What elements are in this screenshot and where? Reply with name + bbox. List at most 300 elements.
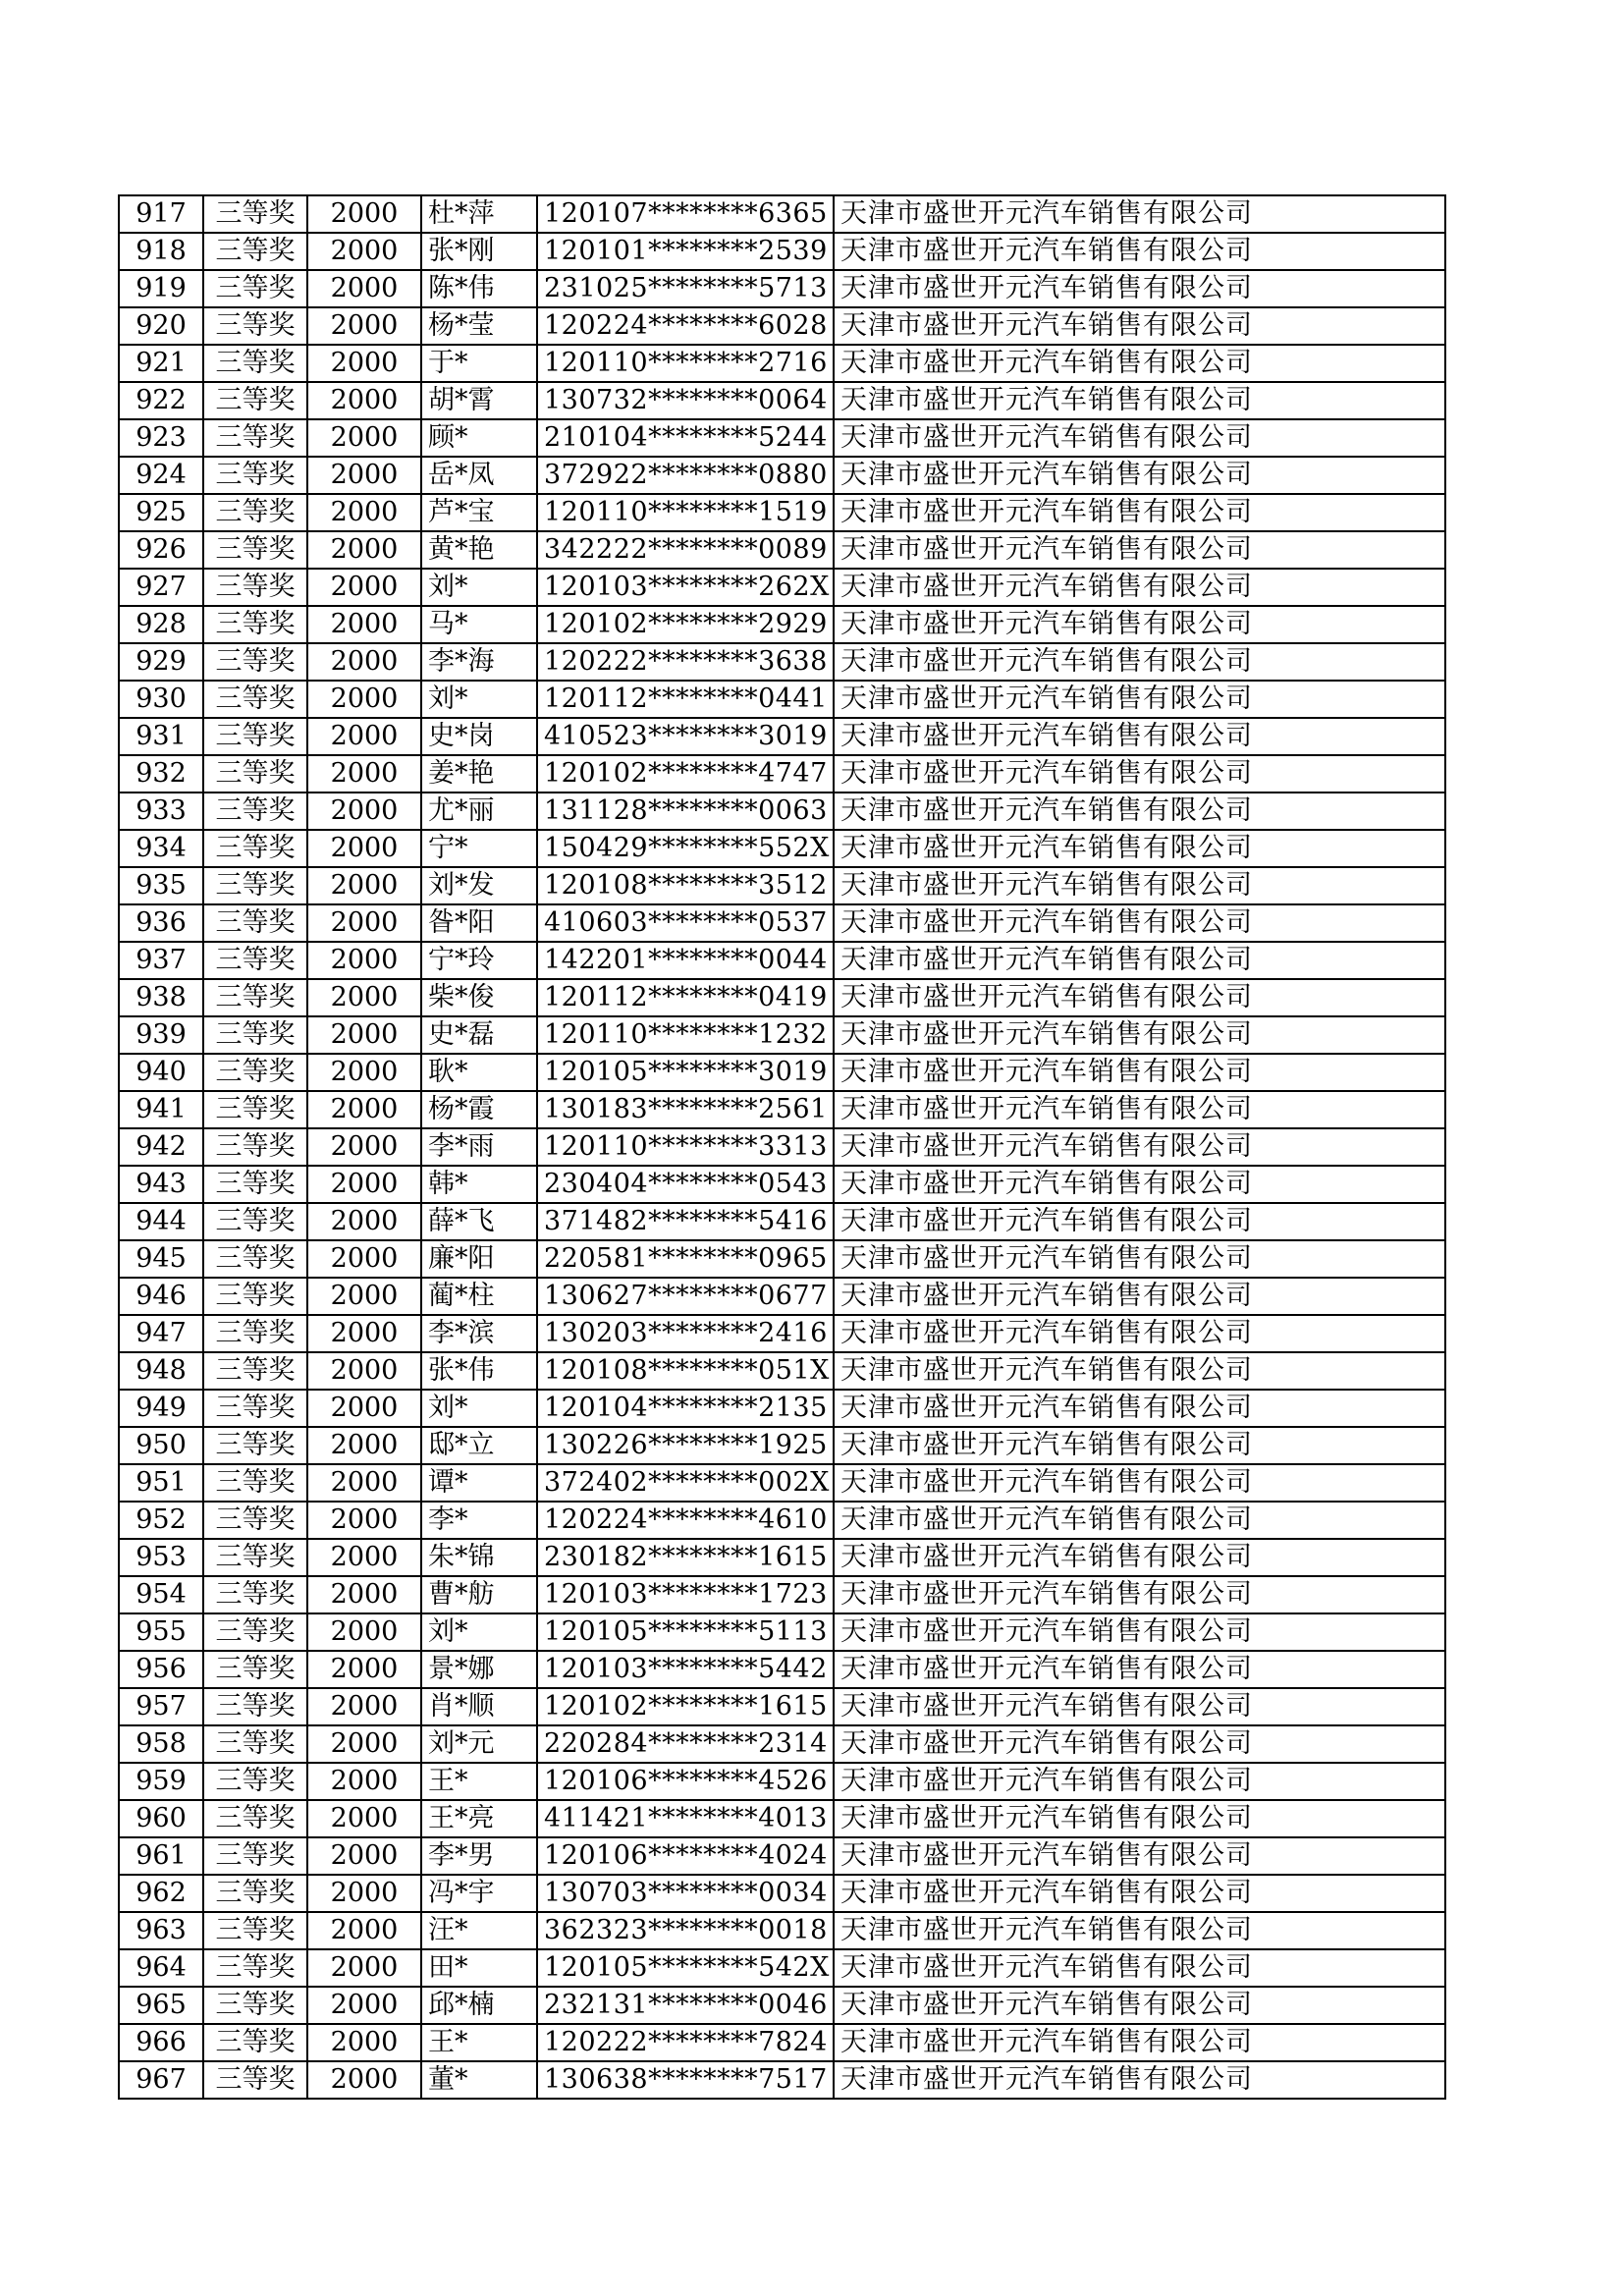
prize-level-cell: 三等奖 <box>203 382 307 419</box>
winner-name-cell: 邱*楠 <box>421 1987 537 2024</box>
row-number-cell: 938 <box>119 979 203 1016</box>
dealer-name-cell: 天津市盛世开元汽车销售有限公司 <box>834 1688 1445 1725</box>
row-number-cell: 952 <box>119 1502 203 1539</box>
table-row <box>119 1763 1445 1800</box>
table-row <box>119 1539 1445 1576</box>
winners-table-body <box>119 195 1445 2099</box>
winner-name-cell: 刘* <box>421 1613 537 1651</box>
id-number-cell: 230182********1615 <box>537 1539 834 1576</box>
prize-level-cell: 三等奖 <box>203 531 307 569</box>
dealer-name-cell: 天津市盛世开元汽车销售有限公司 <box>834 345 1445 382</box>
dealer-name-cell: 天津市盛世开元汽车销售有限公司 <box>834 606 1445 643</box>
table-row <box>119 233 1445 270</box>
prize-amount-cell: 2000 <box>307 1128 421 1166</box>
dealer-name-cell: 天津市盛世开元汽车销售有限公司 <box>834 793 1445 830</box>
prize-level-cell: 三等奖 <box>203 2024 307 2061</box>
row-number-cell: 946 <box>119 1278 203 1315</box>
id-number-cell: 120102********2929 <box>537 606 834 643</box>
winner-name-cell: 岳*凤 <box>421 457 537 494</box>
dealer-name-cell: 天津市盛世开元汽车销售有限公司 <box>834 1613 1445 1651</box>
row-number-cell: 944 <box>119 1203 203 1240</box>
row-number-cell: 934 <box>119 830 203 867</box>
dealer-name-cell: 天津市盛世开元汽车销售有限公司 <box>834 718 1445 755</box>
table-row <box>119 457 1445 494</box>
row-number-cell: 967 <box>119 2061 203 2099</box>
id-number-cell: 120224********6028 <box>537 307 834 345</box>
winner-name-cell: 刘*发 <box>421 867 537 904</box>
prize-level-cell: 三等奖 <box>203 1502 307 1539</box>
row-number-cell: 928 <box>119 606 203 643</box>
id-number-cell: 120106********4024 <box>537 1837 834 1875</box>
id-number-cell: 130732********0064 <box>537 382 834 419</box>
table-row <box>119 1390 1445 1427</box>
prize-amount-cell: 2000 <box>307 904 421 942</box>
prize-level-cell: 三等奖 <box>203 1613 307 1651</box>
prize-amount-cell: 2000 <box>307 1800 421 1837</box>
row-number-cell: 957 <box>119 1688 203 1725</box>
prize-amount-cell: 2000 <box>307 457 421 494</box>
row-number-cell: 951 <box>119 1464 203 1502</box>
winner-name-cell: 冯*宇 <box>421 1875 537 1912</box>
prize-amount-cell: 2000 <box>307 307 421 345</box>
prize-amount-cell: 2000 <box>307 382 421 419</box>
table-row <box>119 867 1445 904</box>
prize-level-cell: 三等奖 <box>203 1427 307 1464</box>
winner-name-cell: 史*岗 <box>421 718 537 755</box>
prize-amount-cell: 2000 <box>307 1576 421 1613</box>
row-number-cell: 949 <box>119 1390 203 1427</box>
winner-name-cell: 耿* <box>421 1054 537 1091</box>
prize-amount-cell: 2000 <box>307 793 421 830</box>
id-number-cell: 120104********2135 <box>537 1390 834 1427</box>
table-row <box>119 1800 1445 1837</box>
table-row <box>119 2061 1445 2099</box>
prize-level-cell: 三等奖 <box>203 1949 307 1987</box>
prize-amount-cell: 2000 <box>307 1054 421 1091</box>
prize-amount-cell: 2000 <box>307 1875 421 1912</box>
table-row <box>119 419 1445 457</box>
dealer-name-cell: 天津市盛世开元汽车销售有限公司 <box>834 1203 1445 1240</box>
row-number-cell: 959 <box>119 1763 203 1800</box>
dealer-name-cell: 天津市盛世开元汽车销售有限公司 <box>834 904 1445 942</box>
row-number-cell: 950 <box>119 1427 203 1464</box>
prize-level-cell: 三等奖 <box>203 1091 307 1128</box>
id-number-cell: 120222********7824 <box>537 2024 834 2061</box>
id-number-cell: 120103********5442 <box>537 1651 834 1688</box>
prize-level-cell: 三等奖 <box>203 1725 307 1763</box>
prize-level-cell: 三等奖 <box>203 904 307 942</box>
id-number-cell: 130183********2561 <box>537 1091 834 1128</box>
dealer-name-cell: 天津市盛世开元汽车销售有限公司 <box>834 1576 1445 1613</box>
id-number-cell: 142201********0044 <box>537 942 834 979</box>
dealer-name-cell: 天津市盛世开元汽车销售有限公司 <box>834 1725 1445 1763</box>
winner-name-cell: 薛*飞 <box>421 1203 537 1240</box>
id-number-cell: 231025********5713 <box>537 270 834 307</box>
winner-name-cell: 姜*艳 <box>421 755 537 793</box>
dealer-name-cell: 天津市盛世开元汽车销售有限公司 <box>834 1763 1445 1800</box>
prize-amount-cell: 2000 <box>307 1613 421 1651</box>
winner-name-cell: 张*刚 <box>421 233 537 270</box>
row-number-cell: 931 <box>119 718 203 755</box>
dealer-name-cell: 天津市盛世开元汽车销售有限公司 <box>834 494 1445 531</box>
winner-name-cell: 李*海 <box>421 643 537 681</box>
winner-name-cell: 尤*丽 <box>421 793 537 830</box>
winner-name-cell: 胡*霄 <box>421 382 537 419</box>
id-number-cell: 130226********1925 <box>537 1427 834 1464</box>
dealer-name-cell: 天津市盛世开元汽车销售有限公司 <box>834 2024 1445 2061</box>
winner-name-cell: 李*男 <box>421 1837 537 1875</box>
id-number-cell: 120106********4526 <box>537 1763 834 1800</box>
prize-amount-cell: 2000 <box>307 1539 421 1576</box>
winner-name-cell: 李* <box>421 1502 537 1539</box>
id-number-cell: 130627********0677 <box>537 1278 834 1315</box>
dealer-name-cell: 天津市盛世开元汽车销售有限公司 <box>834 531 1445 569</box>
winner-name-cell: 杨*霞 <box>421 1091 537 1128</box>
winner-name-cell: 昝*阳 <box>421 904 537 942</box>
table-row <box>119 569 1445 606</box>
id-number-cell: 120110********2716 <box>537 345 834 382</box>
table-row <box>119 1502 1445 1539</box>
prize-amount-cell: 2000 <box>307 345 421 382</box>
prize-level-cell: 三等奖 <box>203 569 307 606</box>
row-number-cell: 926 <box>119 531 203 569</box>
prize-amount-cell: 2000 <box>307 942 421 979</box>
prize-level-cell: 三等奖 <box>203 1278 307 1315</box>
prize-amount-cell: 2000 <box>307 1390 421 1427</box>
table-row <box>119 2024 1445 2061</box>
row-number-cell: 965 <box>119 1987 203 2024</box>
id-number-cell: 131128********0063 <box>537 793 834 830</box>
row-number-cell: 947 <box>119 1315 203 1352</box>
row-number-cell: 956 <box>119 1651 203 1688</box>
row-number-cell: 925 <box>119 494 203 531</box>
row-number-cell: 930 <box>119 681 203 718</box>
winner-name-cell: 刘* <box>421 681 537 718</box>
dealer-name-cell: 天津市盛世开元汽车销售有限公司 <box>834 457 1445 494</box>
prize-amount-cell: 2000 <box>307 1203 421 1240</box>
id-number-cell: 120110********1519 <box>537 494 834 531</box>
prize-level-cell: 三等奖 <box>203 1464 307 1502</box>
id-number-cell: 230404********0543 <box>537 1166 834 1203</box>
id-number-cell: 371482********5416 <box>537 1203 834 1240</box>
row-number-cell: 924 <box>119 457 203 494</box>
row-number-cell: 962 <box>119 1875 203 1912</box>
winner-name-cell: 王* <box>421 2024 537 2061</box>
dealer-name-cell: 天津市盛世开元汽车销售有限公司 <box>834 1315 1445 1352</box>
winner-name-cell: 刘* <box>421 569 537 606</box>
dealer-name-cell: 天津市盛世开元汽车销售有限公司 <box>834 867 1445 904</box>
prize-level-cell: 三等奖 <box>203 830 307 867</box>
winner-name-cell: 王*亮 <box>421 1800 537 1837</box>
winner-name-cell: 柴*俊 <box>421 979 537 1016</box>
prize-amount-cell: 2000 <box>307 1725 421 1763</box>
table-row <box>119 1427 1445 1464</box>
prize-level-cell: 三等奖 <box>203 270 307 307</box>
table-row <box>119 942 1445 979</box>
prize-level-cell: 三等奖 <box>203 494 307 531</box>
table-row <box>119 307 1445 345</box>
winner-name-cell: 谭* <box>421 1464 537 1502</box>
dealer-name-cell: 天津市盛世开元汽车销售有限公司 <box>834 1949 1445 1987</box>
prize-level-cell: 三等奖 <box>203 1987 307 2024</box>
table-row <box>119 718 1445 755</box>
dealer-name-cell: 天津市盛世开元汽车销售有限公司 <box>834 979 1445 1016</box>
id-number-cell: 120102********1615 <box>537 1688 834 1725</box>
table-row <box>119 1725 1445 1763</box>
dealer-name-cell: 天津市盛世开元汽车销售有限公司 <box>834 755 1445 793</box>
id-number-cell: 342222********0089 <box>537 531 834 569</box>
dealer-name-cell: 天津市盛世开元汽车销售有限公司 <box>834 1912 1445 1949</box>
dealer-name-cell: 天津市盛世开元汽车销售有限公司 <box>834 942 1445 979</box>
prize-amount-cell: 2000 <box>307 718 421 755</box>
dealer-name-cell: 天津市盛世开元汽车销售有限公司 <box>834 270 1445 307</box>
prize-amount-cell: 2000 <box>307 1352 421 1390</box>
prize-level-cell: 三等奖 <box>203 1651 307 1688</box>
dealer-name-cell: 天津市盛世开元汽车销售有限公司 <box>834 1539 1445 1576</box>
prize-level-cell: 三等奖 <box>203 345 307 382</box>
row-number-cell: 955 <box>119 1613 203 1651</box>
dealer-name-cell: 天津市盛世开元汽车销售有限公司 <box>834 1240 1445 1278</box>
dealer-name-cell: 天津市盛世开元汽车销售有限公司 <box>834 1502 1445 1539</box>
table-row <box>119 1912 1445 1949</box>
table-row <box>119 1240 1445 1278</box>
id-number-cell: 210104********5244 <box>537 419 834 457</box>
prize-level-cell: 三等奖 <box>203 457 307 494</box>
prize-level-cell: 三等奖 <box>203 1128 307 1166</box>
dealer-name-cell: 天津市盛世开元汽车销售有限公司 <box>834 1837 1445 1875</box>
prize-level-cell: 三等奖 <box>203 419 307 457</box>
prize-level-cell: 三等奖 <box>203 1203 307 1240</box>
row-number-cell: 922 <box>119 382 203 419</box>
winner-name-cell: 马* <box>421 606 537 643</box>
id-number-cell: 372402********002X <box>537 1464 834 1502</box>
winner-name-cell: 李*雨 <box>421 1128 537 1166</box>
prize-amount-cell: 2000 <box>307 979 421 1016</box>
row-number-cell: 945 <box>119 1240 203 1278</box>
table-row <box>119 494 1445 531</box>
row-number-cell: 966 <box>119 2024 203 2061</box>
prize-amount-cell: 2000 <box>307 867 421 904</box>
prize-amount-cell: 2000 <box>307 419 421 457</box>
winner-name-cell: 廉*阳 <box>421 1240 537 1278</box>
table-row <box>119 979 1445 1016</box>
dealer-name-cell: 天津市盛世开元汽车销售有限公司 <box>834 1427 1445 1464</box>
table-row <box>119 1166 1445 1203</box>
id-number-cell: 220581********0965 <box>537 1240 834 1278</box>
table-row <box>119 904 1445 942</box>
prize-amount-cell: 2000 <box>307 1166 421 1203</box>
winner-name-cell: 宁* <box>421 830 537 867</box>
prize-amount-cell: 2000 <box>307 1688 421 1725</box>
table-row <box>119 1016 1445 1054</box>
winner-name-cell: 汪* <box>421 1912 537 1949</box>
dealer-name-cell: 天津市盛世开元汽车销售有限公司 <box>834 1800 1445 1837</box>
prize-amount-cell: 2000 <box>307 1091 421 1128</box>
row-number-cell: 953 <box>119 1539 203 1576</box>
prize-amount-cell: 2000 <box>307 1651 421 1688</box>
id-number-cell: 410603********0537 <box>537 904 834 942</box>
row-number-cell: 939 <box>119 1016 203 1054</box>
winner-name-cell: 张*伟 <box>421 1352 537 1390</box>
table-row <box>119 1949 1445 1987</box>
table-row <box>119 1278 1445 1315</box>
dealer-name-cell: 天津市盛世开元汽车销售有限公司 <box>834 1166 1445 1203</box>
id-number-cell: 232131********0046 <box>537 1987 834 2024</box>
dealer-name-cell: 天津市盛世开元汽车销售有限公司 <box>834 681 1445 718</box>
dealer-name-cell: 天津市盛世开元汽车销售有限公司 <box>834 1091 1445 1128</box>
table-row <box>119 345 1445 382</box>
prize-amount-cell: 2000 <box>307 1464 421 1502</box>
winner-name-cell: 刘* <box>421 1390 537 1427</box>
id-number-cell: 120102********4747 <box>537 755 834 793</box>
id-number-cell: 130703********0034 <box>537 1875 834 1912</box>
row-number-cell: 948 <box>119 1352 203 1390</box>
prize-amount-cell: 2000 <box>307 1987 421 2024</box>
row-number-cell: 941 <box>119 1091 203 1128</box>
row-number-cell: 919 <box>119 270 203 307</box>
row-number-cell: 932 <box>119 755 203 793</box>
winner-name-cell: 曹*舫 <box>421 1576 537 1613</box>
winner-name-cell: 景*娜 <box>421 1651 537 1688</box>
id-number-cell: 410523********3019 <box>537 718 834 755</box>
winner-name-cell: 韩* <box>421 1166 537 1203</box>
id-number-cell: 120110********1232 <box>537 1016 834 1054</box>
id-number-cell: 120110********3313 <box>537 1128 834 1166</box>
dealer-name-cell: 天津市盛世开元汽车销售有限公司 <box>834 2061 1445 2099</box>
prize-level-cell: 三等奖 <box>203 2061 307 2099</box>
dealer-name-cell: 天津市盛世开元汽车销售有限公司 <box>834 233 1445 270</box>
prize-level-cell: 三等奖 <box>203 793 307 830</box>
dealer-name-cell: 天津市盛世开元汽车销售有限公司 <box>834 1128 1445 1166</box>
table-row <box>119 1203 1445 1240</box>
prize-level-cell: 三等奖 <box>203 867 307 904</box>
dealer-name-cell: 天津市盛世开元汽车销售有限公司 <box>834 1054 1445 1091</box>
prize-amount-cell: 2000 <box>307 1427 421 1464</box>
prize-level-cell: 三等奖 <box>203 233 307 270</box>
id-number-cell: 120224********4610 <box>537 1502 834 1539</box>
prize-level-cell: 三等奖 <box>203 1800 307 1837</box>
id-number-cell: 120105********5113 <box>537 1613 834 1651</box>
winner-name-cell: 顾* <box>421 419 537 457</box>
prize-level-cell: 三等奖 <box>203 1352 307 1390</box>
row-number-cell: 921 <box>119 345 203 382</box>
table-row <box>119 681 1445 718</box>
row-number-cell: 923 <box>119 419 203 457</box>
prize-amount-cell: 2000 <box>307 569 421 606</box>
winner-name-cell: 杨*莹 <box>421 307 537 345</box>
prize-level-cell: 三等奖 <box>203 195 307 233</box>
prize-level-cell: 三等奖 <box>203 1912 307 1949</box>
prize-amount-cell: 2000 <box>307 643 421 681</box>
table-row <box>119 1651 1445 1688</box>
row-number-cell: 937 <box>119 942 203 979</box>
winner-name-cell: 王* <box>421 1763 537 1800</box>
dealer-name-cell: 天津市盛世开元汽车销售有限公司 <box>834 1352 1445 1390</box>
table-row <box>119 755 1445 793</box>
prize-amount-cell: 2000 <box>307 681 421 718</box>
prize-amount-cell: 2000 <box>307 2024 421 2061</box>
row-number-cell: 964 <box>119 1949 203 1987</box>
prize-level-cell: 三等奖 <box>203 307 307 345</box>
table-row <box>119 1837 1445 1875</box>
prize-level-cell: 三等奖 <box>203 1054 307 1091</box>
dealer-name-cell: 天津市盛世开元汽车销售有限公司 <box>834 307 1445 345</box>
dealer-name-cell: 天津市盛世开元汽车销售有限公司 <box>834 1987 1445 2024</box>
prize-amount-cell: 2000 <box>307 1837 421 1875</box>
winner-name-cell: 田* <box>421 1949 537 1987</box>
dealer-name-cell: 天津市盛世开元汽车销售有限公司 <box>834 382 1445 419</box>
table-row <box>119 195 1445 233</box>
dealer-name-cell: 天津市盛世开元汽车销售有限公司 <box>834 419 1445 457</box>
id-number-cell: 120112********0441 <box>537 681 834 718</box>
table-row <box>119 643 1445 681</box>
dealer-name-cell: 天津市盛世开元汽车销售有限公司 <box>834 1278 1445 1315</box>
table-row <box>119 1987 1445 2024</box>
prize-amount-cell: 2000 <box>307 1315 421 1352</box>
winner-name-cell: 刘*元 <box>421 1725 537 1763</box>
prize-level-cell: 三等奖 <box>203 1763 307 1800</box>
prize-level-cell: 三等奖 <box>203 643 307 681</box>
id-number-cell: 120101********2539 <box>537 233 834 270</box>
id-number-cell: 120105********542X <box>537 1949 834 1987</box>
row-number-cell: 963 <box>119 1912 203 1949</box>
table-row <box>119 1352 1445 1390</box>
row-number-cell: 954 <box>119 1576 203 1613</box>
id-number-cell: 120103********1723 <box>537 1576 834 1613</box>
winner-name-cell: 黄*艳 <box>421 531 537 569</box>
winner-name-cell: 邸*立 <box>421 1427 537 1464</box>
prize-amount-cell: 2000 <box>307 1912 421 1949</box>
row-number-cell: 958 <box>119 1725 203 1763</box>
prize-amount-cell: 2000 <box>307 233 421 270</box>
row-number-cell: 960 <box>119 1800 203 1837</box>
prize-level-cell: 三等奖 <box>203 1240 307 1278</box>
table-row <box>119 382 1445 419</box>
id-number-cell: 120108********3512 <box>537 867 834 904</box>
prize-level-cell: 三等奖 <box>203 942 307 979</box>
winner-name-cell: 史*磊 <box>421 1016 537 1054</box>
dealer-name-cell: 天津市盛世开元汽车销售有限公司 <box>834 1875 1445 1912</box>
dealer-name-cell: 天津市盛世开元汽车销售有限公司 <box>834 1016 1445 1054</box>
prize-level-cell: 三等奖 <box>203 1016 307 1054</box>
row-number-cell: 961 <box>119 1837 203 1875</box>
table-row <box>119 1576 1445 1613</box>
table-row <box>119 1613 1445 1651</box>
prize-level-cell: 三等奖 <box>203 606 307 643</box>
prize-level-cell: 三等奖 <box>203 681 307 718</box>
prize-level-cell: 三等奖 <box>203 1315 307 1352</box>
row-number-cell: 918 <box>119 233 203 270</box>
prize-amount-cell: 2000 <box>307 1016 421 1054</box>
winners-table <box>118 194 1446 2100</box>
table-row <box>119 1688 1445 1725</box>
id-number-cell: 120222********3638 <box>537 643 834 681</box>
prize-amount-cell: 2000 <box>307 494 421 531</box>
id-number-cell: 120108********051X <box>537 1352 834 1390</box>
dealer-name-cell: 天津市盛世开元汽车销售有限公司 <box>834 643 1445 681</box>
row-number-cell: 917 <box>119 195 203 233</box>
winner-name-cell: 蔺*柱 <box>421 1278 537 1315</box>
table-row <box>119 1054 1445 1091</box>
row-number-cell: 942 <box>119 1128 203 1166</box>
row-number-cell: 935 <box>119 867 203 904</box>
row-number-cell: 920 <box>119 307 203 345</box>
winner-name-cell: 杜*萍 <box>421 195 537 233</box>
id-number-cell: 130638********7517 <box>537 2061 834 2099</box>
id-number-cell: 130203********2416 <box>537 1315 834 1352</box>
prize-level-cell: 三等奖 <box>203 1539 307 1576</box>
dealer-name-cell: 天津市盛世开元汽车销售有限公司 <box>834 1390 1445 1427</box>
